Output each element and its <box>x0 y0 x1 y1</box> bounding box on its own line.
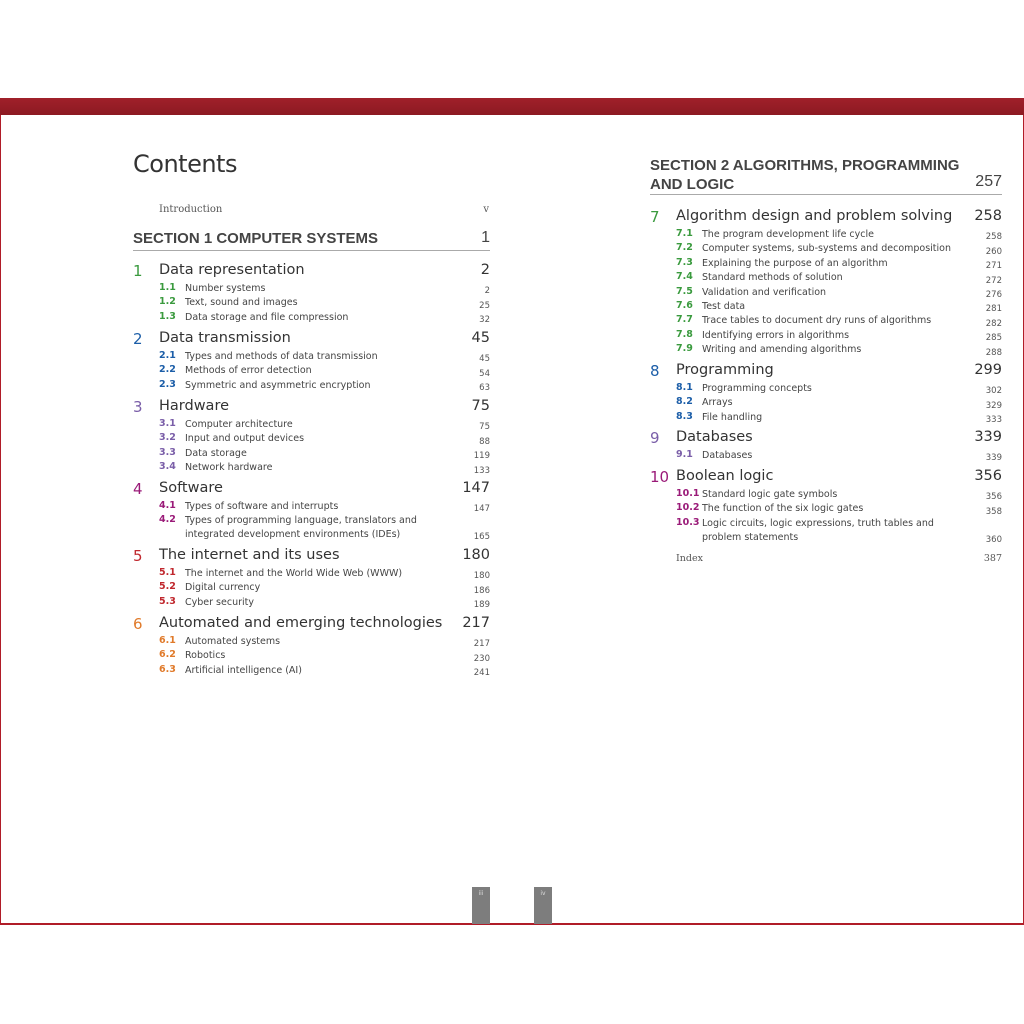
subsection-title: The program development life cycle <box>702 229 874 240</box>
section-1-label: SECTION 1 COMPUTER SYSTEMS <box>133 230 379 247</box>
subsection-title: Trace tables to document dry runs of algorithms <box>702 315 932 327</box>
subsection-entry <box>159 500 490 514</box>
introduction-page: v <box>483 204 489 215</box>
subsection-page: 260 <box>985 246 1002 257</box>
subsection-entry <box>159 432 490 446</box>
subsection-title: Writing and amending algorithms <box>702 344 862 356</box>
chapter-entry <box>133 547 490 565</box>
section-1-heading <box>133 230 490 251</box>
subsection-number: 1.2 <box>159 296 176 308</box>
subsection-title: Standard methods of solution <box>702 272 843 284</box>
subsection-entry <box>676 314 1002 328</box>
subsection-title: Types of programming language, translators and <box>185 515 417 527</box>
subsection-entry <box>676 502 1002 516</box>
subsection-number: 4.1 <box>159 500 176 511</box>
chapter-entry <box>650 208 1002 226</box>
subsection-title: Test data <box>702 301 746 312</box>
section-2-page: 257 <box>975 173 1002 190</box>
subsection-title: Standard logic gate symbols <box>702 489 838 500</box>
subsection-entry <box>159 296 490 310</box>
subsection-page: 333 <box>985 415 1002 426</box>
subsection-title: Logic circuits, logic expressions, truth tables and <box>702 517 934 529</box>
chapter-title: Software <box>159 480 223 496</box>
subsection-title: The function of the six logic gates <box>702 503 864 515</box>
subsection-title: Text, sound and images <box>185 297 298 309</box>
chapter-entry <box>133 398 490 416</box>
subsection-page: 358 <box>985 506 1002 517</box>
subsection-page: 230 <box>473 653 490 664</box>
subsection-page: 189 <box>473 600 490 611</box>
subsection-number: 10.2 <box>676 502 700 514</box>
subsection-page: 25 <box>479 300 490 311</box>
chapter-page: 299 <box>974 362 1002 378</box>
chapter-number: 9 <box>650 429 660 447</box>
chapter-title: Programming <box>676 362 774 378</box>
subsection-entry <box>676 228 1002 242</box>
chapter-page: 217 <box>462 615 490 631</box>
subsection-page: 88 <box>479 436 490 447</box>
chapter-number: 1 <box>133 262 143 280</box>
subsection-number: 7.7 <box>676 314 693 326</box>
subsection-page: 285 <box>985 333 1002 344</box>
subsection-number: 6.2 <box>159 649 176 661</box>
subsection-page: 272 <box>985 275 1002 286</box>
subsection-entry <box>159 447 490 461</box>
subsection-number: 9.1 <box>676 449 693 460</box>
subsection-page: 356 <box>985 492 1002 503</box>
chapter-page: 356 <box>974 468 1002 484</box>
chapter-page: 180 <box>462 547 490 563</box>
chapter-title: Hardware <box>159 398 230 414</box>
chapter-page: 147 <box>462 480 490 496</box>
subsection-title: Types and methods of data transmission <box>185 351 378 362</box>
subsection-entry <box>159 664 490 678</box>
subsection-entry <box>159 635 490 649</box>
subsection-number: 7.4 <box>676 271 693 283</box>
subsection-entry <box>676 517 1002 545</box>
subsection-number: 8.3 <box>676 410 693 422</box>
subsection-number: 7.9 <box>676 343 693 355</box>
subsection-number: 6.3 <box>159 663 176 675</box>
subsection-number: 7.2 <box>676 242 693 254</box>
index-entry <box>676 553 1002 564</box>
subsection-title-line2: integrated development environments (IDEs) <box>185 529 401 541</box>
subsection-entry <box>159 418 490 432</box>
subsection-page: 360 <box>985 534 1002 545</box>
chapter-number: 8 <box>650 362 660 380</box>
subsection-entry <box>676 396 1002 410</box>
subsection-entry <box>676 449 1002 463</box>
subsection-title: Digital currency <box>185 582 261 594</box>
chapter-entry <box>650 429 1002 447</box>
subsection-title: Computer systems, sub-systems and decomposition <box>702 243 952 255</box>
subsection-page: 302 <box>985 386 1002 397</box>
subsection-page: 165 <box>473 532 490 543</box>
chapter-number: 4 <box>133 480 143 498</box>
chapter-page: 258 <box>974 208 1002 224</box>
subsection-title: File handling <box>702 411 763 423</box>
subsection-number: 10.1 <box>676 488 700 499</box>
chapter-title: Algorithm design and problem solving <box>676 208 953 224</box>
subsection-number: 10.3 <box>676 516 700 528</box>
chapter-title: Databases <box>676 429 753 445</box>
subsection-entry <box>676 343 1002 357</box>
subsection-entry <box>159 311 490 325</box>
subsection-entry <box>159 282 490 296</box>
subsection-page: 32 <box>479 315 490 326</box>
section-2-label-line1: SECTION 2 ALGORITHMS, PROGRAMMING <box>650 157 960 174</box>
page-number-right: iv <box>534 887 552 924</box>
subsection-title: Symmetric and asymmetric encryption <box>185 379 371 391</box>
subsection-page: 147 <box>473 504 490 515</box>
chapter-entry <box>133 330 490 348</box>
subsection-number: 7.3 <box>676 256 693 268</box>
chapter-title: Boolean logic <box>676 468 774 484</box>
top-red-bar <box>0 98 1024 115</box>
subsection-page: 75 <box>479 422 490 433</box>
subsection-title: Number systems <box>185 283 266 294</box>
subsection-entry <box>159 350 490 364</box>
subsection-number: 7.5 <box>676 285 693 297</box>
subsection-number: 4.2 <box>159 514 176 526</box>
section-2-label-line2: AND LOGIC <box>650 176 735 193</box>
subsection-entry <box>159 649 490 663</box>
subsection-entry <box>676 242 1002 256</box>
subsection-number: 2.2 <box>159 364 176 376</box>
subsection-number: 2.3 <box>159 378 176 390</box>
subsection-title: Programming concepts <box>702 383 812 394</box>
subsection-number: 6.1 <box>159 635 176 646</box>
subsection-entry <box>159 581 490 595</box>
subsection-entry <box>676 329 1002 343</box>
subsection-entry <box>159 364 490 378</box>
subsection-page: 54 <box>479 368 490 379</box>
subsection-number: 8.1 <box>676 382 693 393</box>
subsection-title: Identifying errors in algorithms <box>702 329 850 341</box>
subsection-entry <box>676 382 1002 396</box>
subsection-entry <box>676 271 1002 285</box>
chapter-number: 3 <box>133 398 143 416</box>
subsection-title: Cyber security <box>185 596 254 608</box>
subsection-title: Validation and verification <box>702 286 827 298</box>
subsection-page: 217 <box>473 639 490 650</box>
subsection-title: Explaining the purpose of an algorithm <box>702 257 888 269</box>
subsection-title: Computer architecture <box>185 419 293 430</box>
subsection-number: 1.1 <box>159 282 176 293</box>
subsection-entry <box>159 461 490 475</box>
subsection-entry <box>159 379 490 393</box>
chapter-entry <box>133 480 490 498</box>
index-page: 387 <box>983 553 1002 564</box>
subsection-entry <box>676 411 1002 425</box>
page-title: Contents <box>133 150 237 178</box>
chapter-title: Data transmission <box>159 330 291 346</box>
subsection-number: 7.6 <box>676 300 693 311</box>
subsection-entry <box>676 488 1002 502</box>
chapter-title: The internet and its uses <box>159 547 340 563</box>
chapter-page: 45 <box>471 330 490 346</box>
subsection-page: 276 <box>985 289 1002 300</box>
subsection-title: Robotics <box>185 650 226 662</box>
chapter-title: Data representation <box>159 262 305 278</box>
subsection-page: 180 <box>473 571 490 582</box>
subsection-title: Arrays <box>702 397 733 409</box>
subsection-number: 5.1 <box>159 567 176 578</box>
chapter-number: 7 <box>650 208 660 226</box>
subsection-page: 329 <box>985 400 1002 411</box>
subsection-number: 2.1 <box>159 350 176 361</box>
subsection-page: 2 <box>484 286 490 297</box>
subsection-title: Types of software and interrupts <box>185 501 339 512</box>
subsection-title: Input and output devices <box>185 433 305 445</box>
section-1-page: 1 <box>481 229 490 246</box>
subsection-number: 5.3 <box>159 595 176 607</box>
subsection-page: 258 <box>985 232 1002 243</box>
page-number-left: iii <box>472 887 490 924</box>
chapter-page: 75 <box>471 398 490 414</box>
chapter-entry <box>650 362 1002 380</box>
subsection-number: 3.2 <box>159 432 176 444</box>
subsection-page: 271 <box>985 261 1002 272</box>
chapter-page: 2 <box>480 262 490 278</box>
subsection-page: 241 <box>473 668 490 679</box>
subsection-page: 339 <box>985 453 1002 464</box>
subsection-page: 288 <box>985 347 1002 358</box>
subsection-entry <box>676 286 1002 300</box>
chapter-entry <box>133 615 490 633</box>
subsection-page: 281 <box>985 304 1002 315</box>
subsection-page: 133 <box>473 465 490 476</box>
subsection-entry <box>676 257 1002 271</box>
index-label: Index <box>676 553 703 564</box>
subsection-title: Data storage and file compression <box>185 311 349 323</box>
subsection-number: 1.3 <box>159 310 176 322</box>
subsection-title: Automated systems <box>185 636 281 647</box>
subsection-number: 3.1 <box>159 418 176 429</box>
subsection-entry <box>159 596 490 610</box>
subsection-page: 186 <box>473 585 490 596</box>
subsection-number: 5.2 <box>159 581 176 593</box>
subsection-page: 63 <box>479 383 490 394</box>
subsection-number: 8.2 <box>676 396 693 408</box>
subsection-entry <box>159 567 490 581</box>
subsection-title: Artificial intelligence (AI) <box>185 664 302 676</box>
subsection-page: 282 <box>985 318 1002 329</box>
subsection-page: 45 <box>479 354 490 365</box>
chapter-number: 10 <box>650 468 670 486</box>
section-2-heading <box>650 156 1002 195</box>
subsection-title: Network hardware <box>185 462 273 474</box>
subsection-title: Databases <box>702 450 753 461</box>
subsection-title: Data storage <box>185 447 247 459</box>
subsection-number: 3.3 <box>159 446 176 458</box>
chapter-title: Automated and emerging technologies <box>159 615 443 631</box>
introduction-label: Introduction <box>159 204 223 215</box>
subsection-title-line2: problem statements <box>702 531 799 543</box>
chapter-page: 339 <box>974 429 1002 445</box>
subsection-title: The internet and the World Wide Web (WWW) <box>185 568 403 579</box>
subsection-entry <box>159 514 490 542</box>
subsection-number: 7.1 <box>676 228 693 239</box>
chapter-number: 6 <box>133 615 143 633</box>
subsection-entry <box>676 300 1002 314</box>
chapter-number: 2 <box>133 330 143 348</box>
introduction-entry <box>159 204 489 215</box>
subsection-number: 3.4 <box>159 461 176 473</box>
chapter-number: 5 <box>133 547 143 565</box>
chapter-entry <box>133 262 490 280</box>
subsection-page: 119 <box>473 451 490 462</box>
subsection-number: 7.8 <box>676 328 693 340</box>
chapter-entry <box>650 468 1002 486</box>
subsection-title: Methods of error detection <box>185 365 312 377</box>
